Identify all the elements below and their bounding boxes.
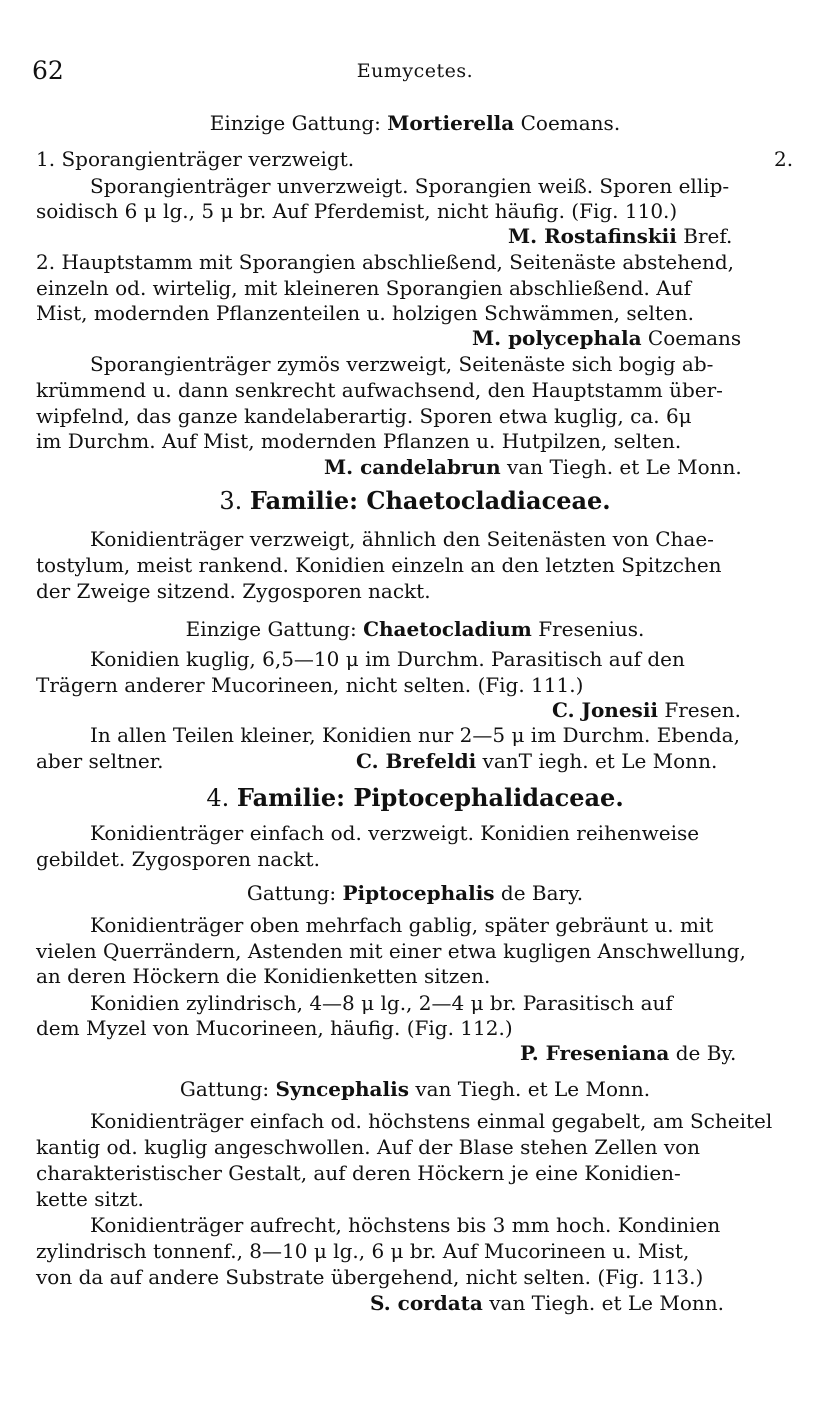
text-line — [36, 1160, 681, 1186]
line-text: an deren Höckern die Konidienketten sitzen. — [36, 964, 491, 988]
line-text: Trägern anderer Mucorineen, nicht selten. (Fig. 111.) — [36, 673, 584, 697]
text-line — [36, 938, 746, 964]
line-text: van Tiegh. et Le Monn. — [482, 1291, 724, 1315]
text-line — [36, 1264, 703, 1290]
bold-term: S. cordata — [370, 1291, 483, 1315]
line-text: 2. Hauptstamm mit Sporangien abschließend, Seitenäste abstehend, — [36, 250, 734, 274]
running-head: Eumycetes. — [356, 60, 474, 82]
bold-term: P. Freseniana — [520, 1041, 670, 1065]
line-text: charakteristischer Gestalt, auf deren Höckern je eine Konidien- — [36, 1161, 681, 1185]
line-text: Einzige Gattung: — [209, 111, 388, 135]
text-line — [36, 846, 320, 872]
bold-term: M. Rostafinskii — [508, 224, 677, 248]
line-text: Konidienträger verzweigt, ähnlich den Seitenästen von Chae- — [90, 527, 714, 551]
genus-heading-chaetocladium — [0, 616, 830, 642]
bold-term: Syncephalis — [275, 1077, 409, 1101]
page-number: 62 — [32, 56, 64, 85]
line-text: vielen Querrändern, Astenden mit einer etwa kugligen Anschwellung, — [36, 939, 746, 963]
text-line — [90, 990, 673, 1016]
text-line — [36, 1238, 689, 1264]
line-text: Einzige Gattung: — [185, 617, 364, 641]
text-line — [36, 428, 681, 454]
bold-term: M. candelabrun — [324, 455, 501, 479]
page-header — [30, 56, 800, 86]
line-text: von da auf andere Substrate übergehend, nicht selten. (Fig. 113.) — [36, 1265, 704, 1289]
text-line — [36, 578, 431, 604]
line-text: einzeln od. wirtelig, mit kleineren Sporangien abschließend. Auf — [36, 276, 691, 300]
line-text: zylindrisch tonnenf., 8—10 μ lg., 6 μ br. Auf Mucorineen u. Mist, — [36, 1239, 690, 1263]
text-line — [90, 173, 729, 199]
text-line — [90, 1212, 720, 1238]
bold-term: Mortierella — [387, 111, 515, 135]
line-text: de Bary. — [494, 881, 584, 905]
text-line — [36, 672, 583, 698]
species-name — [356, 748, 717, 774]
bold-term: Chaetocladium — [363, 617, 532, 641]
line-text: der Zweige sitzend. Zygosporen nackt. — [36, 579, 431, 603]
species-name — [324, 454, 742, 480]
species-name — [508, 223, 732, 249]
line-text: wipfelnd, das ganze kandelaberartig. Sporen etwa kuglig, ca. 6μ — [36, 404, 692, 428]
bold-term: C. Jonesii — [552, 698, 659, 722]
text-line — [90, 646, 685, 672]
line-text: Konidienträger einfach od. höchstens einmal gegabelt, am Scheitel — [90, 1109, 773, 1133]
line-text: vanT iegh. et Le Monn. — [476, 749, 718, 773]
text-line — [90, 912, 713, 938]
line-text: Fresen. — [658, 698, 741, 722]
text-line — [36, 300, 694, 326]
line-text: Konidienträger einfach od. verzweigt. Konidien reihenweise — [90, 821, 700, 845]
bold-term: Familie: Piptocephalidaceae. — [236, 783, 624, 812]
line-text: aber seltner. — [36, 749, 164, 773]
line-text: Coemans — [641, 326, 742, 350]
genus-heading-mortierella — [0, 110, 830, 136]
text-line — [36, 963, 490, 989]
species-name — [552, 697, 741, 723]
family-heading-chaetocladiaceae — [0, 486, 830, 516]
text-line — [90, 820, 699, 846]
line-text: gebildet. Zygosporen nackt. — [36, 847, 320, 871]
line-text: Gattung: — [246, 881, 343, 905]
species-name — [520, 1040, 736, 1066]
line-text: Sporangienträger unverzweigt. Sporangien weiß. Sporen ellip- — [90, 174, 730, 198]
species-name — [370, 1290, 724, 1316]
bold-term: Familie: Chaetocladiaceae. — [249, 486, 611, 515]
bold-term: C. Brefeldi — [356, 749, 477, 773]
line-text: dem Myzel von Mucorineen, häufig. (Fig. 112.) — [36, 1016, 513, 1040]
text-line — [36, 748, 163, 774]
key-line — [36, 146, 354, 172]
text-line — [36, 377, 723, 403]
line-text: Konidien zylindrisch, 4—8 μ lg., 2—4 μ br. Parasitisch auf — [90, 991, 673, 1015]
text-line — [90, 1108, 772, 1134]
text-line — [36, 1186, 144, 1212]
text-line — [90, 722, 740, 748]
family-heading-piptocephalidaceae — [0, 783, 830, 813]
line-text: 4. — [206, 784, 237, 812]
key-line — [36, 249, 734, 275]
line-text: 1. Sporangienträger verzweigt. — [36, 147, 355, 171]
genus-heading-syncephalis — [0, 1076, 830, 1102]
line-text: 2. — [774, 147, 794, 171]
line-text: krümmend u. dann senkrecht aufwachsend, den Hauptstamm über- — [36, 378, 723, 402]
line-text: 3. — [219, 487, 250, 515]
key-reference — [774, 146, 793, 172]
text-line — [90, 526, 714, 552]
line-text: kantig od. kuglig angeschwollen. Auf der Blase stehen Zellen von — [36, 1135, 701, 1159]
genus-heading-piptocephalis — [0, 880, 830, 906]
text-line — [36, 403, 692, 429]
text-line — [36, 1134, 700, 1160]
line-text: Konidien kuglig, 6,5—10 μ im Durchm. Parasitisch auf den — [90, 647, 685, 671]
text-line — [36, 275, 691, 301]
line-text: Coemans. — [514, 111, 621, 135]
line-text: tostylum, meist rankend. Konidien einzeln an den letzten Spitzchen — [36, 553, 722, 577]
line-text: Fresenius. — [531, 617, 645, 641]
species-name — [472, 325, 741, 351]
text-line — [90, 351, 713, 377]
line-text: Konidienträger oben mehrfach gablig, später gebräunt u. mit — [90, 913, 714, 937]
line-text: Gattung: — [179, 1077, 276, 1101]
line-text: van Tiegh. et Le Monn. — [408, 1077, 651, 1101]
text-line — [36, 198, 677, 224]
line-text: In allen Teilen kleiner, Konidien nur 2—5 μ im Durchm. Ebenda, — [90, 723, 740, 747]
line-text: Konidienträger aufrecht, höchstens bis 3 mm hoch. Kondinien — [90, 1213, 721, 1237]
line-text: de By. — [669, 1041, 737, 1065]
line-text: Sporangienträger zymös verzweigt, Seitenäste sich bogig ab- — [90, 352, 714, 376]
line-text: van Tiegh. et Le Monn. — [500, 455, 742, 479]
line-text: Bref. — [676, 224, 733, 248]
line-text: im Durchm. Auf Mist, modernden Pflanzen u. Hutpilzen, selten. — [36, 429, 682, 453]
bold-term: M. polycephala — [472, 326, 642, 350]
line-text: soidisch 6 μ lg., 5 μ br. Auf Pferdemist, nicht häufig. (Fig. 110.) — [36, 199, 678, 223]
text-line — [36, 1015, 513, 1041]
line-text: kette sitzt. — [36, 1187, 144, 1211]
text-line — [36, 552, 722, 578]
line-text: Mist, modernden Pflanzenteilen u. holzigen Schwämmen, selten. — [36, 301, 694, 325]
bold-term: Piptocephalis — [342, 881, 495, 905]
